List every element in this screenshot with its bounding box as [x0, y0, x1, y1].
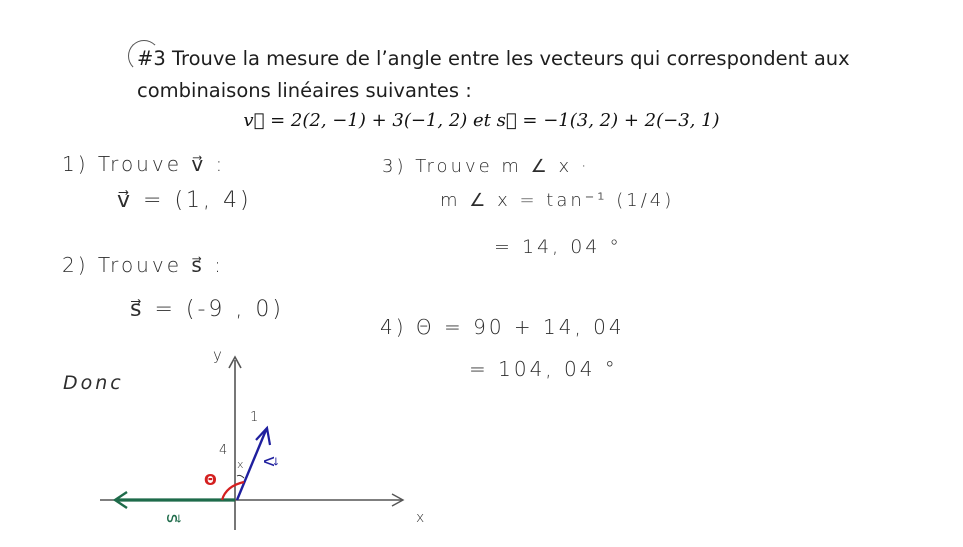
- problem-text-2: combinaisons linéaires suivantes :: [137, 79, 472, 102]
- problem-number: #3: [137, 47, 166, 70]
- v-label: v⃗: [258, 456, 280, 467]
- step2-result: s⃗ = (-9 , 0): [130, 297, 284, 322]
- donc-label: Donc: [63, 372, 124, 394]
- s-label: s⃗: [162, 513, 184, 524]
- y-axis-label: y: [213, 346, 222, 364]
- run-label: 1: [250, 410, 259, 425]
- equation: v⃗ = 2(2, −1) + 3(−1, 2) et s⃗ = −1(3, 2) + 2(−3, 1): [243, 110, 720, 131]
- step1-result: v⃗ = (1, 4): [117, 188, 252, 213]
- x-angle-arc: [237, 475, 244, 478]
- angle-x-label: x: [237, 458, 244, 471]
- step1-heading: 1) Trouve v⃗ :: [62, 152, 226, 176]
- rise-label: 4: [219, 443, 228, 458]
- step3-heading: 3) Trouve m ∠ x ·: [382, 156, 590, 177]
- step4-line2: = 104, 04 °: [469, 357, 618, 381]
- theta-label: Θ: [204, 471, 217, 489]
- step2-heading: 2) Trouve s⃗ :: [62, 253, 224, 277]
- step4-line1: 4) Θ = 90 + 14, 04: [380, 315, 625, 339]
- x-axis-label: x: [416, 510, 425, 526]
- step3-line1: m ∠ x = tan⁻¹ (1/4): [440, 190, 675, 211]
- problem-text-1: Trouve la mesure de l’angle entre les vecteurs qui correspondent aux: [171, 47, 850, 70]
- step3-line2: = 14, 04 °: [494, 236, 622, 258]
